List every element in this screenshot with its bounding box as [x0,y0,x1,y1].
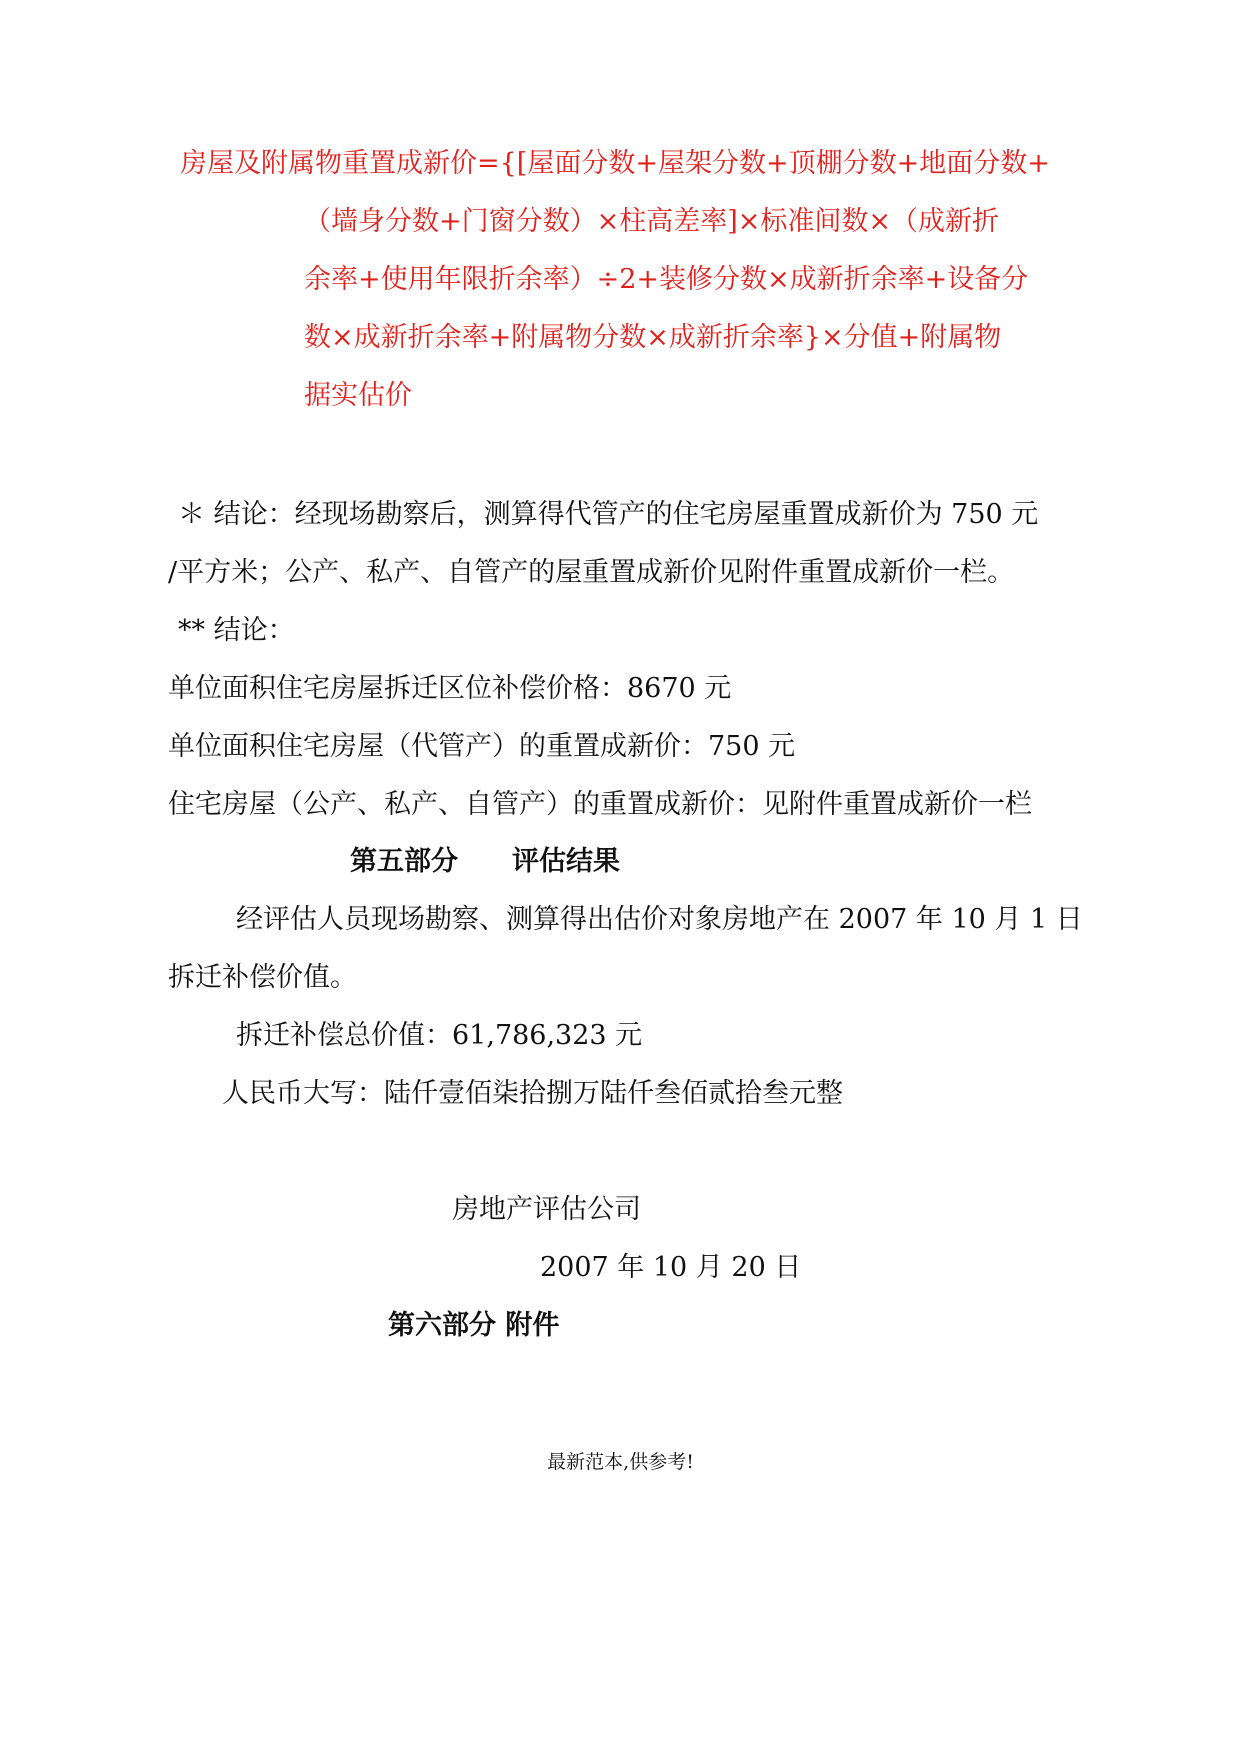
report-date: 2007 年 10 月 20 日 [540,1252,802,1283]
formula-line-3: 余率+使用年限折余率）÷2+装修分数×成新折余率+设备分 [304,264,1029,295]
part6-title: 第六部分 附件 [388,1310,560,1341]
conclusion1-line-2: /平方米；公产、私产、自管产的屋重置成新价见附件重置成新价一栏。 [168,557,1015,588]
formula-line-5: 据实估价 [304,380,412,411]
conclusion1-line-1: ＊ 结论：经现场勘察后，测算得代管产的住宅房屋重置成新价为 750 元 [178,499,1039,530]
page-footer: 最新范本,供参考! [547,1451,694,1473]
company-name: 房地产评估公司 [452,1194,641,1225]
part5-paragraph-line-1: 经评估人员现场勘察、测算得出估价对象房地产在 2007 年 10 月 1 日 [236,904,1083,935]
conclusion2-item-3: 住宅房屋（公产、私产、自管产）的重置成新价：见附件重置成新价一栏 [168,789,1032,820]
part5-title: 第五部分 评估结果 [350,846,620,877]
uppercase-amount: 人民币大写：陆仟壹佰柒拾捌万陆仟叁佰贰拾叁元整 [222,1078,843,1109]
conclusion2-heading: ** 结论： [178,615,295,646]
formula-line-2: （墙身分数+门窗分数）×柱高差率]×标准间数×（成新折 [304,206,1000,237]
part5-paragraph-line-2: 拆迁补偿价值。 [168,962,357,993]
formula-line-4: 数×成新折余率+附属物分数×成新折余率}×分值+附属物 [304,322,1002,353]
total-value: 拆迁补偿总价值：61,786,323 元 [236,1020,643,1051]
conclusion2-item-1: 单位面积住宅房屋拆迁区位补偿价格：8670 元 [168,673,732,704]
conclusion2-item-2: 单位面积住宅房屋（代管产）的重置成新价：750 元 [168,731,796,762]
formula-line-1: 房屋及附属物重置成新价={[屋面分数+屋架分数+顶棚分数+地面分数+ [180,148,1050,179]
